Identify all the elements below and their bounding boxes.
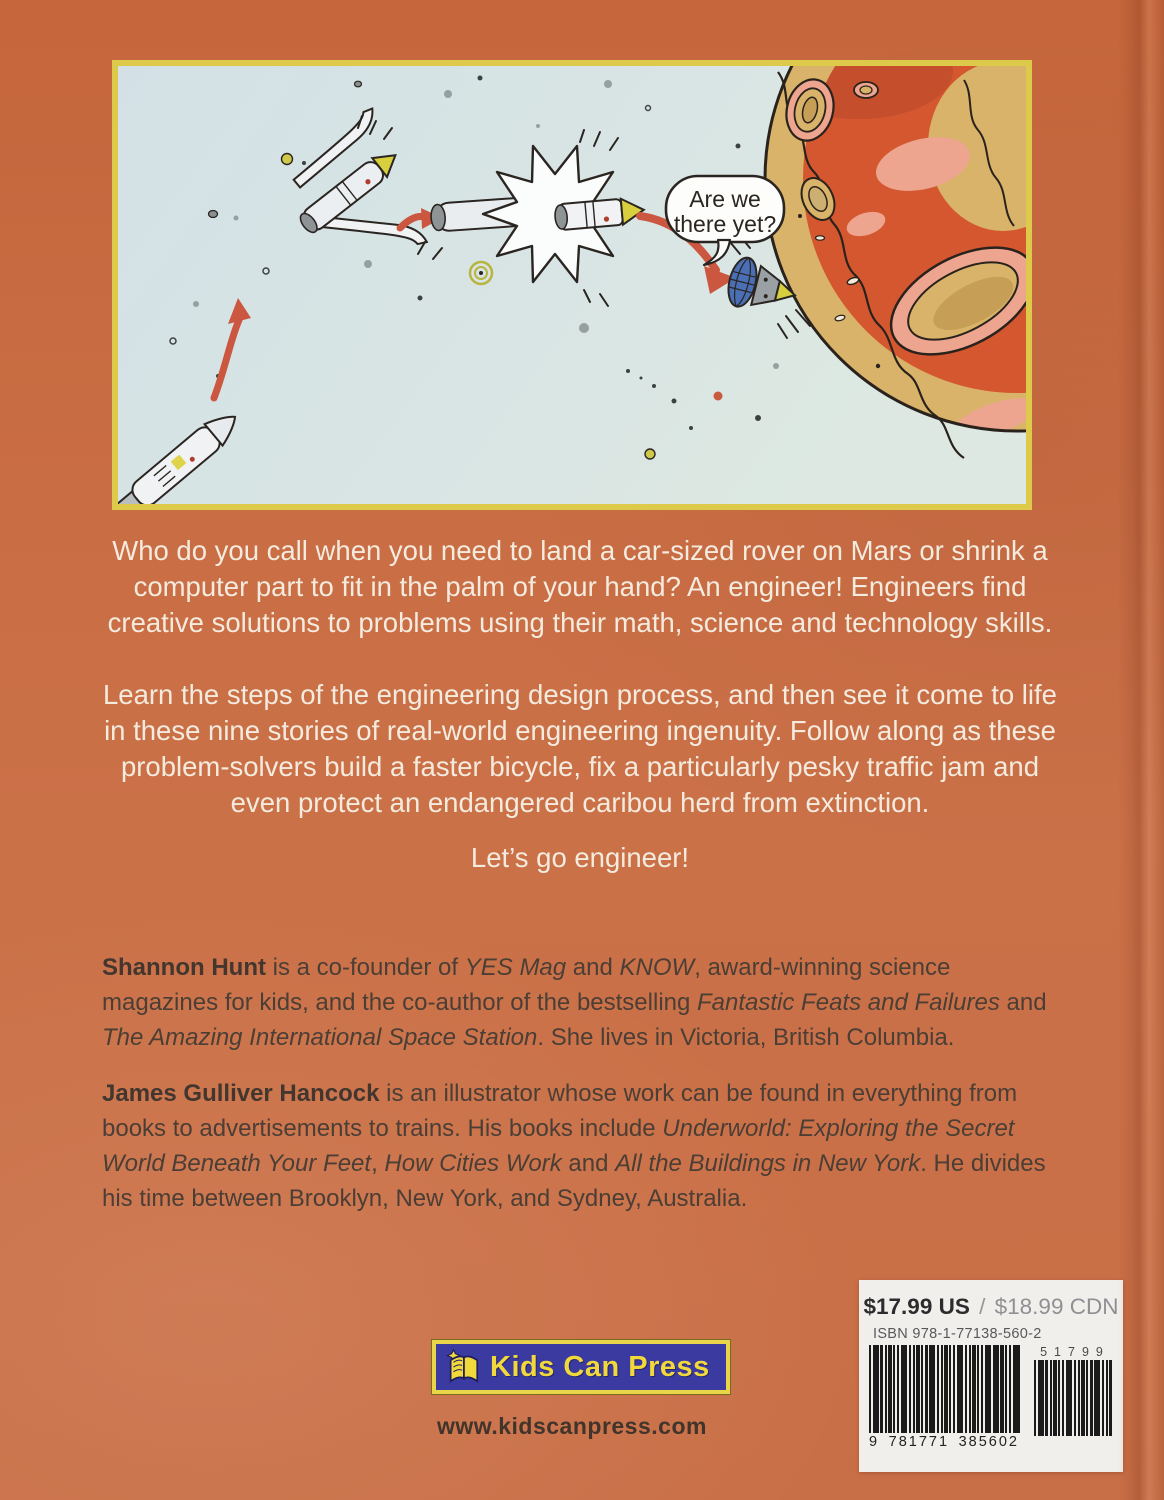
supplemental-digits: 51799 [1040, 1345, 1110, 1359]
price-separator: / [979, 1294, 986, 1319]
supplemental-barcode-bars [1034, 1360, 1112, 1436]
mars-crater-tiny [854, 82, 878, 98]
ean-digit-first: 9 [869, 1434, 880, 1450]
isbn-text: ISBN 978-1-77138-560-2 [873, 1326, 1042, 1342]
rocket-to-mars-illustration [118, 66, 1026, 504]
blurb-paragraph-1: Who do you call when you need to land a car-sized rover on Mars or shrink a computer part to fit in the palm of your hand? An engineer! Engineers find creative solutions to problems using their math, science and technology skills. [107, 535, 1053, 638]
price-cdn: $18.99 CDN [994, 1294, 1119, 1319]
illustration-panel [112, 60, 1032, 510]
ean-digit-group1: 781771 [888, 1434, 950, 1450]
tagline: Let’s go engineer! [470, 842, 690, 873]
price-barcode-label [859, 1280, 1123, 1472]
price-us: $17.99 US [863, 1294, 970, 1319]
book-edge-highlight [1118, 0, 1164, 1500]
kids-can-press-logo [432, 1340, 730, 1394]
illustrator-bio: James Gulliver Hancock is an illustrator whose work can be found in everything from books to advertisements to trains. His books include Underworld: Exploring the Secret World Beneath Your Feet, How Cities Work and All the Buildings in New York. He divides his time between Brooklyn, New York, and Sydney, Australia. [102, 1080, 1046, 1212]
publisher-website: www.kidscanpress.com [437, 1413, 707, 1439]
ean-barcode-digits [869, 1433, 1021, 1450]
ean-barcode [869, 1345, 1021, 1450]
speech-bubble-text-line1: Are we [689, 186, 761, 212]
publisher-name: Kids Can Press [490, 1350, 710, 1383]
speech-bubble-text-line2: there yet? [673, 211, 777, 237]
ean-digit-group2: 385602 [958, 1434, 1019, 1450]
author-bio: Shannon Hunt is a co-founder of YES Mag and KNOW, award-winning science magazines for kids, and the co-author of the bestselling Fantastic Feats and Failures and The Amazing International Space Station. She lives in Victoria, British Columbia. [102, 954, 1047, 1051]
book-icon [444, 1348, 482, 1386]
blurb-paragraph-2: Learn the steps of the engineering design process, and then see it come to life in these nine stories of real-world engineering ingenuity. Follow along as these problem-solvers build a faster bicycle, fix a particularly pesky traffic jam and even protect an endangered caribou herd from extinction. [103, 679, 1057, 818]
ean-barcode-bars [869, 1345, 1021, 1433]
barcode-row [869, 1345, 1123, 1450]
price-line [859, 1294, 1123, 1320]
supplemental-barcode [1034, 1345, 1112, 1436]
